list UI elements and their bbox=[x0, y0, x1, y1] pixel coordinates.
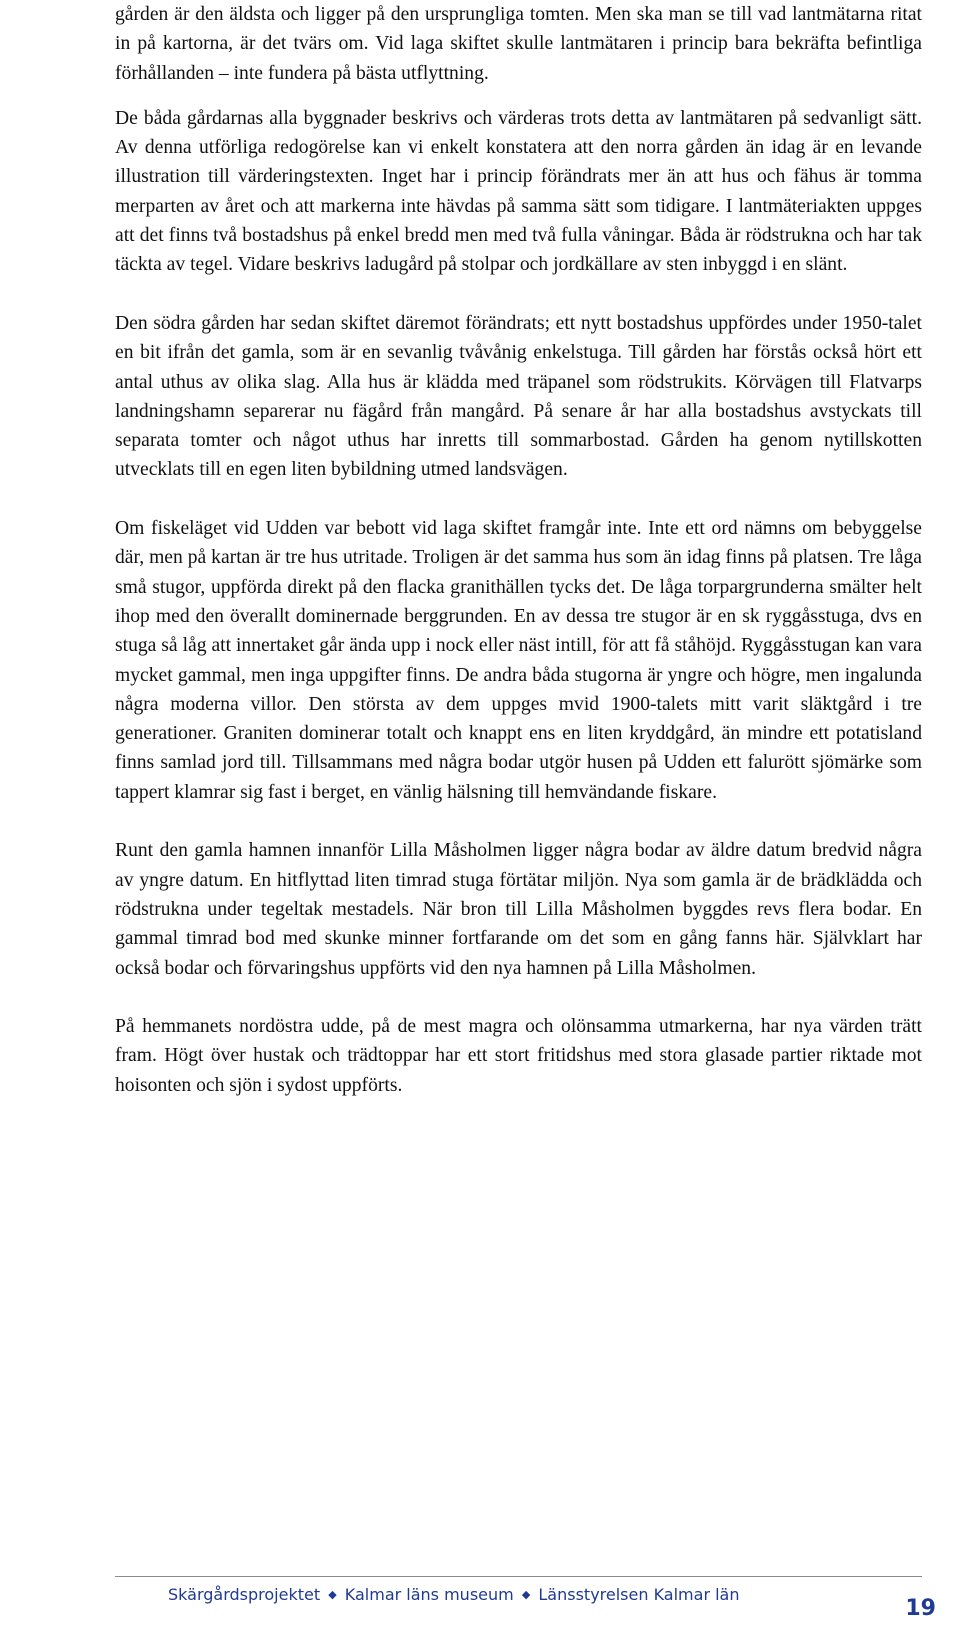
body-text bbox=[115, 0, 922, 1129]
paragraph-1: gården är den äldsta och ligger på den ursprungliga tomten. Men ska man se till vad lantmätarna ritat in på kartorna, är det tvärs om. Vid laga skiftet skulle lantmätaren i princip bara bekräfta befintliga förhållanden – inte fundera på bästa utflyttning. bbox=[115, 4, 922, 84]
footer-county-board-name: Länsstyrelsen Kalmar län bbox=[538, 1585, 740, 1604]
page-number: 19 bbox=[905, 1596, 936, 1621]
paragraph-4: Om fiskeläget vid Udden var bebott vid laga skiftet framgår inte. Inte ett ord nämns om bebyggelse där, men på kartan är tre hus utritade. Troligen är det samma hus som än idag finns på platsen. Tre låga små stugor, uppförda direkt på den flacka granithällen tycks det. De låga torpargrunderna smälter helt ihop med den överallt dominernade berggrunden. En av dessa tre stugor är en sk ryggåsstuga, dvs en stuga så låg att innertaket går ända upp i nock eller näst intill, för att få ståhöjd. Ryggåsstugan kan vara mycket gammal, men inga uppgifter finns. De andra båda stugorna är yngre och högre, men ingalunda några moderna villor. Den största av dem uppges mvid 1900-talets mitt varit släktgård i tre generationer. Graniten dominerar totalt och knappt ens en liten kryddgård, än mindre ett potatisland finns samlad jord till. Tillsammans med några bodar utgör husen på Udden ett falurött sjömärke som tappert klamrar sig fast i berget, en vänlig hälsning till hemvändande fiskare. bbox=[115, 518, 922, 803]
diamond-icon: ◆ bbox=[521, 1588, 531, 1601]
footer-museum-name: Kalmar läns museum bbox=[344, 1585, 514, 1604]
paragraph-2: De båda gårdarnas alla byggnader beskrivs och värderas trots detta av lantmätaren på sedvanligt sätt. Av denna utförliga redogörelse kan vi enkelt konstatera att den norra gården än idag är en levande illustration till värderingstexten. Inget har i princip förändrats mer än att hus och fähus är tomma merparten av året och att markerna inte hävdas på samma sätt som tidigare. I lantmäteriakten uppges att det finns två bostadshus på enkel bredd men med två fulla våningar. Båda är rödstrukna och har tak täckta av tegel. Vidare beskrivs ladugård på stolpar och jordkällare av sten inbyggd i en slänt. bbox=[115, 107, 922, 276]
footer-divider bbox=[115, 1576, 922, 1577]
paragraph-5: Runt den gamla hamnen innanför Lilla Måsholmen ligger några bodar av äldre datum bredvid några av yngre datum. En hitflyttad liten timrad stuga förtätar miljön. Nya som gamla är de brädklädda och rödstrukna under tegeltak mestadels. När bron till Lilla Måsholmen byggdes revs flera bodar. En gammal timrad bod med skunke minner fortfarande om det som en gång fanns här. Självklart har också bodar och förvaringshus uppförts vid den nya hamnen på Lilla Måsholmen. bbox=[115, 840, 922, 979]
paragraph-3: Den södra gården har sedan skiftet däremot förändrats; ett nytt bostadshus uppfördes under 1950-talet en bit ifrån det gamla, som är en sevanlig tvåvånig enkelstuga. Till gården har förstås också hört ett antal uthus av olika slag. Alla hus är klädda med träpanel som rödstrukits. Körvägen till Flatvarps landningshamn separerar nu fägård från mangård. På senare år har alla bostadshus avstyckats till separata tomter och något uthus har inretts till sommarbostad. Gården ha genom nytillskotten utvecklats till en egen liten bybildning utmed landsvägen. bbox=[115, 312, 922, 481]
footer-project-name: Skärgårdsprojektet bbox=[168, 1585, 321, 1604]
diamond-icon: ◆ bbox=[328, 1588, 337, 1601]
footer bbox=[168, 1585, 740, 1607]
paragraph-6: På hemmanets nordöstra udde, på de mest magra och olönsamma utmarkerna, har nya värden trätt fram. Högt över hustak och trädtoppar har ett stort fritidshus med stora glasade partier riktade mot hoisonten och sjön i sydost uppförts. bbox=[115, 1016, 922, 1096]
